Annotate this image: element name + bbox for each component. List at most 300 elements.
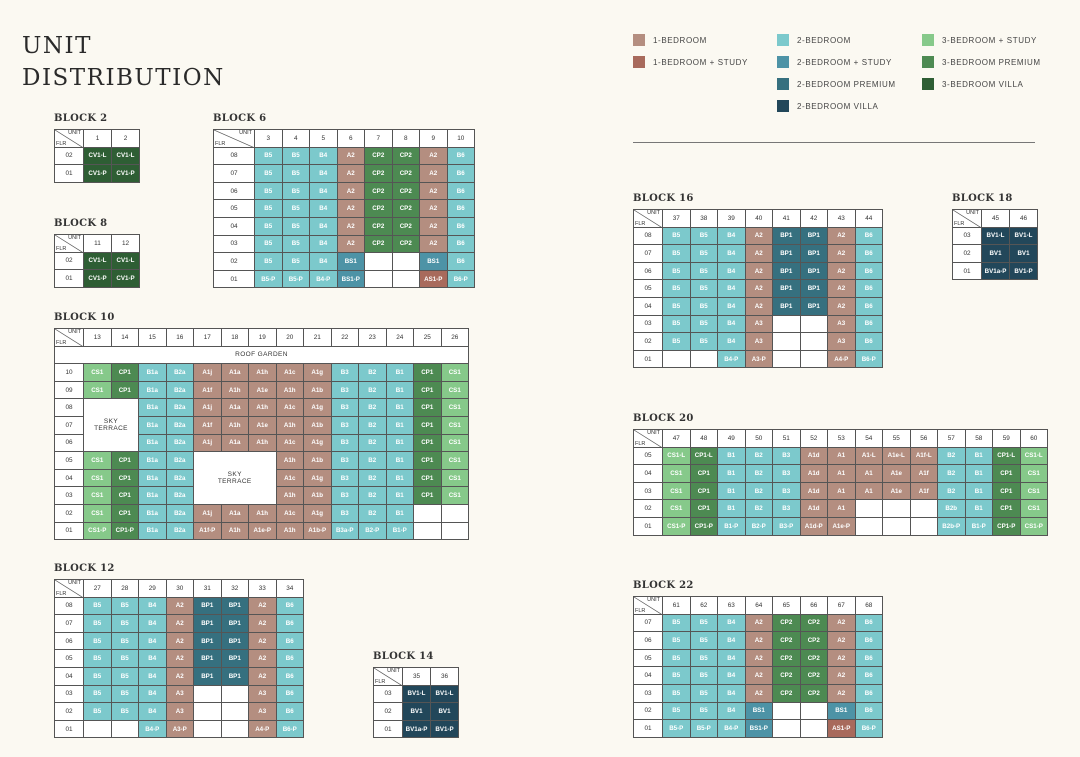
unit-type-cell: B5 — [111, 685, 139, 703]
title-line-1: UNIT — [22, 33, 92, 59]
unit-type-cell: B2b-P — [938, 517, 966, 535]
unit-type-cell: A1c — [276, 364, 304, 382]
unit-number: 40 — [745, 210, 773, 228]
floor-row — [55, 720, 304, 738]
unit-type-cell: B2 — [745, 500, 773, 518]
floor-number: 04 — [634, 465, 663, 483]
unit-type-cell: CS1 — [663, 465, 691, 483]
unit-number: 51 — [773, 430, 801, 448]
unit-type-cell: B2 — [359, 416, 387, 434]
unit-type-cell: A1h — [221, 416, 249, 434]
unit-type-cell: B6 — [855, 297, 883, 315]
unit-type-cell: B4 — [139, 597, 167, 615]
unit-type-cell: BV1 — [982, 245, 1010, 263]
unit-type-cell: B2a — [166, 434, 194, 452]
unit-type-cell: B3 — [331, 364, 359, 382]
unit-type-cell: CP1 — [414, 434, 442, 452]
unit-type-cell: B1a — [139, 434, 167, 452]
unit-type-cell: B6 — [855, 280, 883, 298]
floor-number: 02 — [55, 147, 84, 165]
floor-row — [55, 252, 140, 270]
unit-type-cell: B5 — [84, 650, 112, 668]
unit-floor-corner — [55, 130, 84, 148]
unit-floor-corner — [55, 580, 84, 598]
unit-type-cell: CV1-L — [112, 147, 140, 165]
unit-type-cell: B4 — [718, 280, 746, 298]
floor-row — [634, 297, 883, 315]
unit-type-cell: CP1 — [414, 364, 442, 382]
floor-row — [374, 685, 459, 703]
unit-table — [54, 129, 140, 183]
block-16-chart — [633, 193, 883, 368]
unit-type-cell: A1h — [276, 522, 304, 540]
floor-row — [634, 447, 1048, 465]
unit-number: 52 — [800, 430, 828, 448]
unit-type-cell: A1b — [304, 416, 332, 434]
floor-number: 03 — [634, 482, 663, 500]
unit-type-cell: B3 — [331, 399, 359, 417]
corner-unit-label: UNIT — [647, 210, 660, 216]
unit-type-cell: B5-P — [282, 270, 310, 288]
unit-type-cell: B3 — [773, 500, 801, 518]
unit-type-cell: CP2 — [365, 200, 393, 218]
floor-number: 05 — [634, 280, 663, 298]
legend-label: 2-BEDROOM PREMIUM — [797, 79, 896, 89]
unit-type-cell: CP1-P — [993, 517, 1021, 535]
page-title — [22, 30, 225, 94]
floor-number: 08 — [55, 597, 84, 615]
unit-type-cell: B6 — [855, 684, 883, 702]
floor-row — [214, 147, 475, 165]
unit-type-cell: B4 — [718, 614, 746, 632]
legend-item-2bs — [777, 56, 892, 68]
unit-type-cell: A1j — [194, 504, 222, 522]
block-label: BLOCK 12 — [54, 563, 115, 574]
corner-unit-label: UNIT — [239, 130, 252, 136]
floor-number: 09 — [55, 381, 84, 399]
unit-number: 61 — [663, 597, 691, 615]
unit-type-cell: CP1 — [111, 381, 139, 399]
unit-type-cell: A3-P — [166, 720, 194, 738]
unit-type-cell: B1 — [718, 447, 746, 465]
floor-number: 06 — [634, 262, 663, 280]
corner-floor-label: FLR — [56, 339, 67, 346]
unit-type-cell: B1a — [139, 416, 167, 434]
unit-type-cell: B1 — [386, 416, 414, 434]
unit-number: 7 — [365, 130, 393, 148]
unit-type-cell: A2 — [745, 649, 773, 667]
floor-number: 01 — [634, 350, 663, 368]
unit-type-cell: A3 — [828, 315, 856, 333]
unit-type-cell: B4 — [718, 227, 746, 245]
unit-type-cell: A1h — [221, 381, 249, 399]
unit-type-cell: B4 — [718, 245, 746, 263]
unit-type-cell: CP1-L — [993, 447, 1021, 465]
unit-type-cell: B6 — [855, 315, 883, 333]
legend-item-2bp — [777, 78, 896, 90]
unit-number: 38 — [690, 210, 718, 228]
unit-type-cell: B2 — [745, 447, 773, 465]
unit-type-cell: BP1 — [221, 650, 249, 668]
unit-number: 11 — [84, 235, 112, 253]
unit-type-cell: BP1 — [773, 227, 801, 245]
unit-floor-corner — [634, 210, 663, 228]
unit-type-cell: A1h — [276, 487, 304, 505]
floor-number: 05 — [214, 200, 255, 218]
unit-header-row — [214, 130, 475, 148]
floor-row — [55, 399, 469, 417]
unit-type-cell: B1 — [718, 482, 746, 500]
unit-type-cell: A2 — [828, 649, 856, 667]
empty-cell — [84, 720, 112, 738]
floor-row — [374, 703, 459, 721]
unit-type-cell: B5 — [663, 667, 691, 685]
unit-type-cell: CP1 — [993, 500, 1021, 518]
block-2-chart — [54, 113, 140, 183]
unit-type-cell: A2 — [420, 235, 448, 253]
unit-type-cell: A2 — [166, 632, 194, 650]
unit-type-cell: B4 — [310, 235, 338, 253]
block-22-chart — [633, 580, 883, 738]
empty-cell — [800, 350, 828, 368]
block-label: BLOCK 16 — [633, 193, 694, 204]
unit-type-cell: CP2 — [365, 165, 393, 183]
unit-type-cell: B2 — [359, 434, 387, 452]
floor-row — [55, 685, 304, 703]
floor-row — [634, 227, 883, 245]
empty-cell — [392, 253, 420, 271]
legend-item-3bs — [922, 34, 1037, 46]
unit-type-cell: BS1 — [828, 702, 856, 720]
unit-header-row — [55, 329, 469, 347]
unit-type-cell: B5 — [255, 253, 283, 271]
floor-number: 01 — [55, 270, 84, 288]
unit-type-cell: B1a — [139, 469, 167, 487]
floor-number: 03 — [55, 685, 84, 703]
unit-type-cell: CP1 — [414, 487, 442, 505]
unit-type-cell: A1f — [910, 465, 938, 483]
unit-type-cell: B1 — [965, 447, 993, 465]
unit-type-cell: B2 — [745, 482, 773, 500]
unit-type-cell: B5 — [255, 235, 283, 253]
unit-number: 13 — [84, 329, 112, 347]
unit-number: 55 — [883, 430, 911, 448]
unit-type-cell: B5 — [111, 650, 139, 668]
unit-header-row — [634, 597, 883, 615]
unit-type-cell: A2 — [745, 684, 773, 702]
floor-row — [634, 667, 883, 685]
unit-type-cell: CP1 — [414, 381, 442, 399]
unit-type-cell: B5 — [282, 200, 310, 218]
unit-type-cell: B6-P — [447, 270, 475, 288]
unit-type-cell: CS1 — [1020, 500, 1048, 518]
unit-header-row — [55, 130, 140, 148]
floor-number: 03 — [374, 685, 403, 703]
floor-row — [634, 350, 883, 368]
unit-number: 25 — [414, 329, 442, 347]
unit-type-cell: B2 — [359, 487, 387, 505]
unit-number: 62 — [690, 597, 718, 615]
unit-type-cell: B2a — [166, 381, 194, 399]
unit-type-cell: B6 — [855, 614, 883, 632]
unit-type-cell: CS1 — [84, 364, 112, 382]
empty-cell — [690, 350, 718, 368]
unit-number: 42 — [800, 210, 828, 228]
unit-type-cell: CP1-P — [690, 517, 718, 535]
corner-floor-label: FLR — [375, 678, 386, 685]
unit-type-cell: CS1 — [84, 469, 112, 487]
unit-type-cell: B5 — [690, 333, 718, 351]
corner-unit-label: UNIT — [68, 235, 81, 241]
legend-swatch — [633, 34, 645, 46]
unit-type-cell: B2 — [359, 399, 387, 417]
unit-header-row — [634, 430, 1048, 448]
unit-type-cell: B2 — [938, 465, 966, 483]
floor-row — [634, 465, 1048, 483]
floor-number: 04 — [55, 469, 84, 487]
unit-type-cell: B1 — [965, 500, 993, 518]
unit-type-cell: CV1-P — [112, 165, 140, 183]
unit-type-cell: BP1 — [194, 615, 222, 633]
empty-cell — [855, 500, 883, 518]
unit-type-cell: A2 — [745, 614, 773, 632]
legend-swatch — [922, 34, 934, 46]
unit-type-cell: B6 — [276, 667, 304, 685]
unit-type-cell: CS1-P — [1020, 517, 1048, 535]
unit-type-cell: A2 — [166, 597, 194, 615]
unit-type-cell: CP1 — [414, 416, 442, 434]
unit-type-cell: CP2 — [392, 200, 420, 218]
unit-type-cell: A1j — [194, 399, 222, 417]
unit-type-cell: CP2 — [773, 614, 801, 632]
unit-type-cell: BP1 — [221, 615, 249, 633]
unit-type-cell: BP1 — [773, 262, 801, 280]
unit-type-cell: B5 — [690, 315, 718, 333]
unit-type-cell: B6 — [855, 702, 883, 720]
unit-number: 37 — [663, 210, 691, 228]
unit-type-cell: B1a — [139, 364, 167, 382]
floor-number: 01 — [55, 720, 84, 738]
floor-number: 02 — [374, 703, 403, 721]
unit-type-cell: CS1 — [84, 452, 112, 470]
unit-type-cell: A2 — [249, 597, 277, 615]
empty-cell — [773, 315, 801, 333]
unit-type-cell: B1 — [718, 500, 746, 518]
corner-floor-label: FLR — [56, 245, 67, 252]
unit-type-cell: A1h — [276, 416, 304, 434]
unit-type-cell: B3 — [331, 487, 359, 505]
legend-label: 3-BEDROOM VILLA — [942, 79, 1024, 89]
unit-type-cell: B1 — [386, 469, 414, 487]
unit-type-cell: A2 — [828, 297, 856, 315]
unit-type-cell: B4 — [718, 649, 746, 667]
empty-cell — [883, 500, 911, 518]
block-label: BLOCK 14 — [373, 651, 434, 662]
floor-row — [634, 333, 883, 351]
unit-type-cell: A2 — [337, 182, 365, 200]
unit-type-cell: B4-P — [139, 720, 167, 738]
unit-type-cell: BP1 — [773, 245, 801, 263]
unit-type-cell: A3 — [249, 703, 277, 721]
unit-type-cell: CP2 — [800, 667, 828, 685]
unit-type-cell: B6 — [855, 333, 883, 351]
unit-type-cell: B4 — [718, 315, 746, 333]
empty-cell — [773, 720, 801, 738]
floor-number: 05 — [55, 650, 84, 668]
unit-type-cell: B1 — [386, 487, 414, 505]
unit-type-cell: BP1 — [800, 262, 828, 280]
unit-type-cell: CS1 — [441, 487, 469, 505]
legend-item-3bv — [922, 78, 1023, 90]
floor-number: 01 — [953, 262, 982, 280]
empty-cell — [883, 517, 911, 535]
floor-number: 04 — [214, 217, 255, 235]
corner-unit-label: UNIT — [387, 668, 400, 674]
unit-type-cell: B6-P — [855, 350, 883, 368]
unit-type-cell: B5 — [282, 253, 310, 271]
unit-number: 68 — [855, 597, 883, 615]
unit-type-cell: CP1 — [111, 452, 139, 470]
floor-row — [55, 364, 469, 382]
unit-type-cell: B3 — [331, 416, 359, 434]
unit-type-cell: B6 — [447, 182, 475, 200]
unit-type-cell: A1 — [855, 465, 883, 483]
floor-row — [55, 667, 304, 685]
unit-type-cell: B5 — [255, 200, 283, 218]
unit-type-cell: A1h — [249, 364, 277, 382]
unit-type-cell: B5 — [111, 667, 139, 685]
unit-type-cell: B2a — [166, 504, 194, 522]
unit-type-cell: B3 — [773, 465, 801, 483]
unit-type-cell: B5 — [282, 217, 310, 235]
block-6-chart — [213, 113, 475, 288]
floor-row — [55, 504, 469, 522]
unit-type-cell: BV1 — [403, 703, 431, 721]
floor-number: 01 — [634, 517, 663, 535]
unit-number: 26 — [441, 329, 469, 347]
floor-row — [953, 262, 1038, 280]
unit-type-cell: AS1-P — [420, 270, 448, 288]
unit-type-cell: B6 — [855, 245, 883, 263]
unit-type-cell: CP1 — [690, 482, 718, 500]
unit-type-cell: CS1 — [441, 452, 469, 470]
unit-type-cell: BP1 — [194, 597, 222, 615]
empty-cell — [365, 270, 393, 288]
unit-type-cell: A1e-P — [828, 517, 856, 535]
unit-type-cell: B1 — [965, 465, 993, 483]
unit-floor-corner — [634, 430, 663, 448]
unit-type-cell: CP2 — [800, 614, 828, 632]
unit-type-cell: B2a — [166, 452, 194, 470]
unit-type-cell: CS1 — [441, 381, 469, 399]
unit-type-cell: B1 — [386, 399, 414, 417]
unit-type-cell: A1f-L — [910, 447, 938, 465]
unit-type-cell: A2 — [249, 615, 277, 633]
unit-type-cell: CS1 — [1020, 482, 1048, 500]
unit-type-cell: B2 — [938, 482, 966, 500]
empty-cell — [800, 702, 828, 720]
unit-type-cell: A1b — [304, 452, 332, 470]
sky-terrace-label: TERRACE — [217, 478, 252, 486]
unit-type-cell: BS1 — [420, 253, 448, 271]
unit-type-cell: B5 — [663, 333, 691, 351]
unit-type-cell: B3 — [331, 504, 359, 522]
unit-type-cell: CP1 — [414, 469, 442, 487]
empty-cell — [221, 685, 249, 703]
unit-type-cell: B1a — [139, 452, 167, 470]
unit-number: 58 — [965, 430, 993, 448]
unit-type-cell: CP1 — [111, 469, 139, 487]
floor-number: 07 — [634, 614, 663, 632]
unit-type-cell: A2 — [828, 684, 856, 702]
unit-table — [373, 667, 459, 738]
unit-type-cell: B1 — [718, 465, 746, 483]
unit-type-cell: CP2 — [392, 147, 420, 165]
unit-type-cell: BV1 — [1010, 245, 1038, 263]
unit-type-cell: A3 — [249, 685, 277, 703]
unit-type-cell: B6 — [447, 253, 475, 271]
unit-number: 57 — [938, 430, 966, 448]
floor-row — [634, 280, 883, 298]
unit-type-cell: BP1 — [221, 632, 249, 650]
unit-type-cell: B3-P — [773, 517, 801, 535]
unit-type-cell: B1-P — [718, 517, 746, 535]
block-8-chart — [54, 218, 140, 288]
unit-type-cell: CV1-P — [84, 165, 112, 183]
unit-type-cell: B3 — [331, 469, 359, 487]
unit-type-cell: A1h — [249, 504, 277, 522]
unit-type-cell: B2a — [166, 416, 194, 434]
unit-type-cell: B6 — [276, 615, 304, 633]
unit-type-cell: A1e — [883, 482, 911, 500]
block-label: BLOCK 2 — [54, 113, 108, 124]
unit-type-cell: B3 — [331, 452, 359, 470]
unit-type-cell: A1c — [276, 434, 304, 452]
unit-number: 29 — [139, 580, 167, 598]
legend-item-2bv — [777, 100, 878, 112]
unit-type-cell: B1-P — [386, 522, 414, 540]
unit-number: 50 — [745, 430, 773, 448]
unit-type-cell: B5 — [663, 227, 691, 245]
unit-type-cell: B4-P — [718, 350, 746, 368]
unit-number: 64 — [745, 597, 773, 615]
unit-type-cell: B4 — [139, 615, 167, 633]
unit-type-cell: CS1-P — [663, 517, 691, 535]
unit-type-cell: BP1 — [221, 667, 249, 685]
unit-type-cell: B6 — [276, 703, 304, 721]
floor-number: 07 — [634, 245, 663, 263]
unit-number: 66 — [800, 597, 828, 615]
unit-type-cell: AS1-P — [828, 720, 856, 738]
block-label: BLOCK 22 — [633, 580, 694, 591]
floor-number: 02 — [214, 253, 255, 271]
unit-number: 65 — [773, 597, 801, 615]
unit-type-cell: CP2 — [773, 632, 801, 650]
unit-table — [54, 579, 304, 738]
unit-type-cell: BP1 — [800, 280, 828, 298]
block-label: BLOCK 6 — [213, 113, 267, 124]
unit-type-cell: B5 — [663, 245, 691, 263]
floor-number: 01 — [55, 165, 84, 183]
unit-type-cell: CP1 — [993, 465, 1021, 483]
unit-type-cell: B5 — [84, 685, 112, 703]
unit-number: 41 — [773, 210, 801, 228]
unit-number: 30 — [166, 580, 194, 598]
legend-label: 1-BEDROOM + STUDY — [653, 57, 748, 67]
unit-type-cell: A3 — [828, 333, 856, 351]
unit-type-cell: B5 — [690, 227, 718, 245]
unit-type-cell: CP2 — [773, 667, 801, 685]
